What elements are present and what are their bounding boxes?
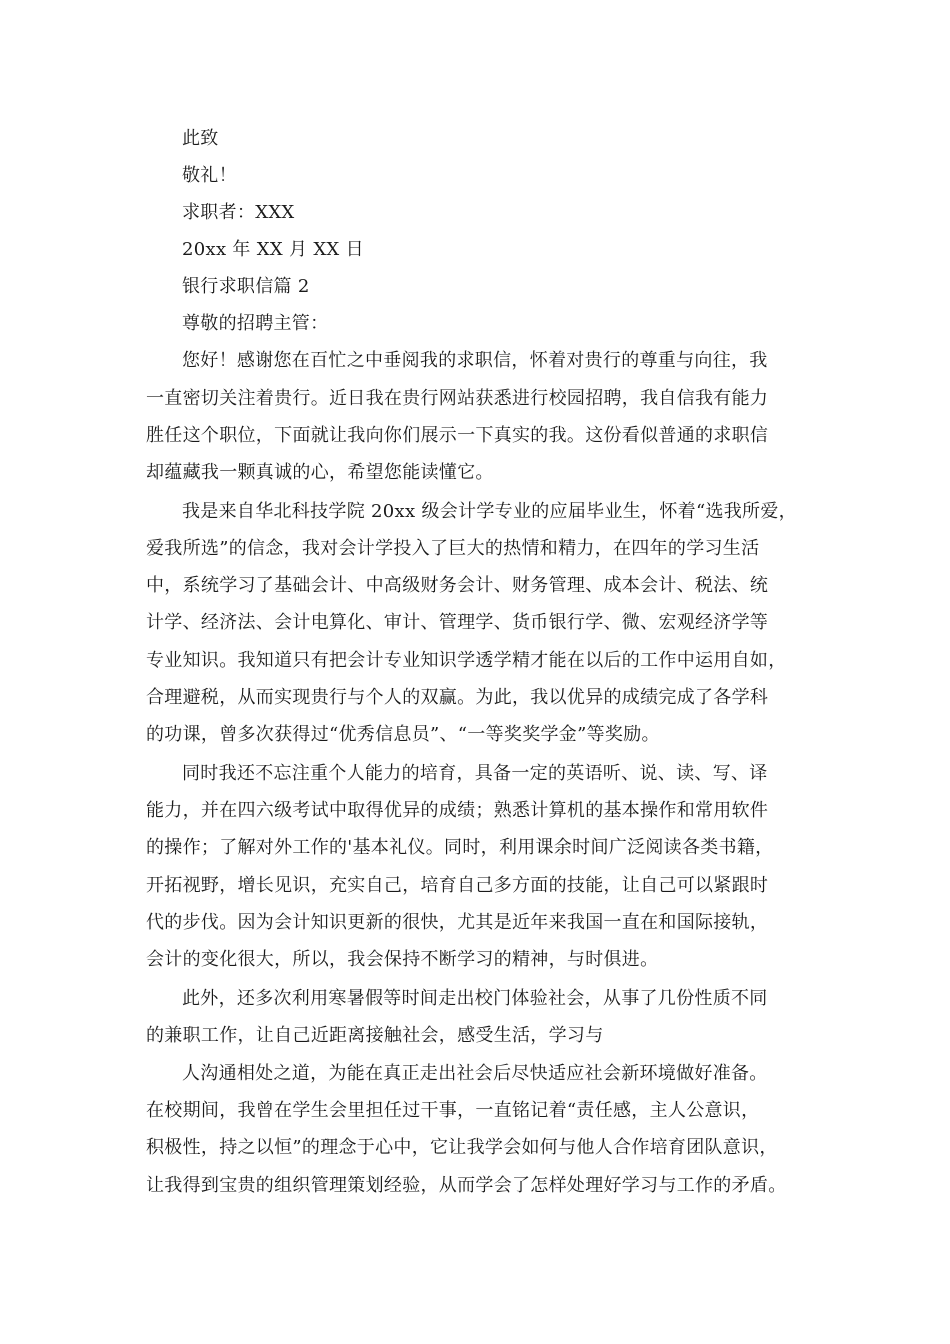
- paragraph-line: 一直密切关注着贵行。近日我在贵行网站获悉进行校园招聘，我自信我有能力: [146, 388, 769, 409]
- paragraph-line: 开拓视野，增长见识，充实自己，培育自己多方面的技能，让自己可以紧跟时: [146, 875, 769, 896]
- paragraph-line: 的操作；了解对外工作的'基本礼仪。同时，利用课余时间广泛阅读各类书籍，: [146, 837, 774, 858]
- paragraph-line: 会计的变化很大，所以，我会保持不断学习的精神，与时俱进。: [146, 949, 659, 970]
- paragraph-line: 能力，并在四六级考试中取得优异的成绩；熟悉计算机的基本操作和常用软件: [146, 800, 769, 821]
- applicant-line: 求职者：XXX: [182, 202, 295, 223]
- paragraph-line: 胜任这个职位，下面就让我向你们展示一下真实的我。这份看似普通的求职信: [146, 425, 769, 446]
- paragraph-line: 在校期间，我曾在学生会里担任过干事，一直铭记着“责任感，主人公意识，: [146, 1100, 760, 1121]
- paragraph-line: 代的步伐。因为会计知识更新的很快，尤其是近年来我国一直在和国际接轨，: [146, 912, 769, 933]
- greeting-line: 尊敬的招聘主管：: [182, 313, 329, 334]
- date-line: 20xx 年 XX 月 XX 日: [182, 239, 364, 260]
- paragraph-line: 让我得到宝贵的组织管理策划经验，从而学会了怎样处理好学习与工作的矛盾。: [146, 1175, 787, 1196]
- paragraph-line: 同时我还不忘注重个人能力的培育，具备一定的英语听、说、读、写、译: [182, 763, 768, 784]
- paragraph-line: 人沟通相处之道，为能在真正走出社会后尽快适应社会新环境做好准备。: [182, 1063, 768, 1084]
- paragraph-line: 爱我所选”的信念，我对会计学投入了巨大的热情和精力，在四年的学习生活: [146, 538, 760, 559]
- paragraph-line: 此外，还多次利用寒暑假等时间走出校门体验社会，从事了几份性质不同: [182, 988, 768, 1009]
- paragraph-line: 积极性，持之以恒”的理念于心中，它让我学会如何与他人合作培育团队意识，: [146, 1137, 778, 1158]
- paragraph-line: 中，系统学习了基础会计、中高级财务会计、财务管理、成本会计、税法、统: [146, 575, 769, 596]
- closing-line: 此致: [182, 128, 219, 149]
- paragraph-line: 您好！感谢您在百忙之中垂阅我的求职信，怀着对贵行的尊重与向往，我: [182, 350, 768, 371]
- paragraph-line: 的功课，曾多次获得过“优秀信息员”、“一等奖奖学金”等奖励。: [146, 724, 660, 745]
- paragraph-line: 合理避税，从而实现贵行与个人的双赢。为此，我以优异的成绩完成了各学科: [146, 687, 769, 708]
- section-title: 银行求职信篇 2: [182, 276, 310, 297]
- salutation-line: 敬礼！: [182, 165, 237, 186]
- paragraph-line: 专业知识。我知道只有把会计专业知识学透学精才能在以后的工作中运用自如，: [146, 650, 787, 671]
- paragraph-line: 计学、经济法、会计电算化、审计、管理学、货币银行学、微、宏观经济学等: [146, 612, 769, 633]
- paragraph-line: 我是来自华北科技学院 20xx 级会计学专业的应届毕业生，怀着“选我所爱，: [182, 501, 797, 522]
- paragraph-line: 却蕴藏我一颗真诚的心，希望您能读懂它。: [146, 462, 494, 483]
- paragraph-line: 的兼职工作，让自己近距离接触社会，感受生活，学习与: [146, 1025, 604, 1046]
